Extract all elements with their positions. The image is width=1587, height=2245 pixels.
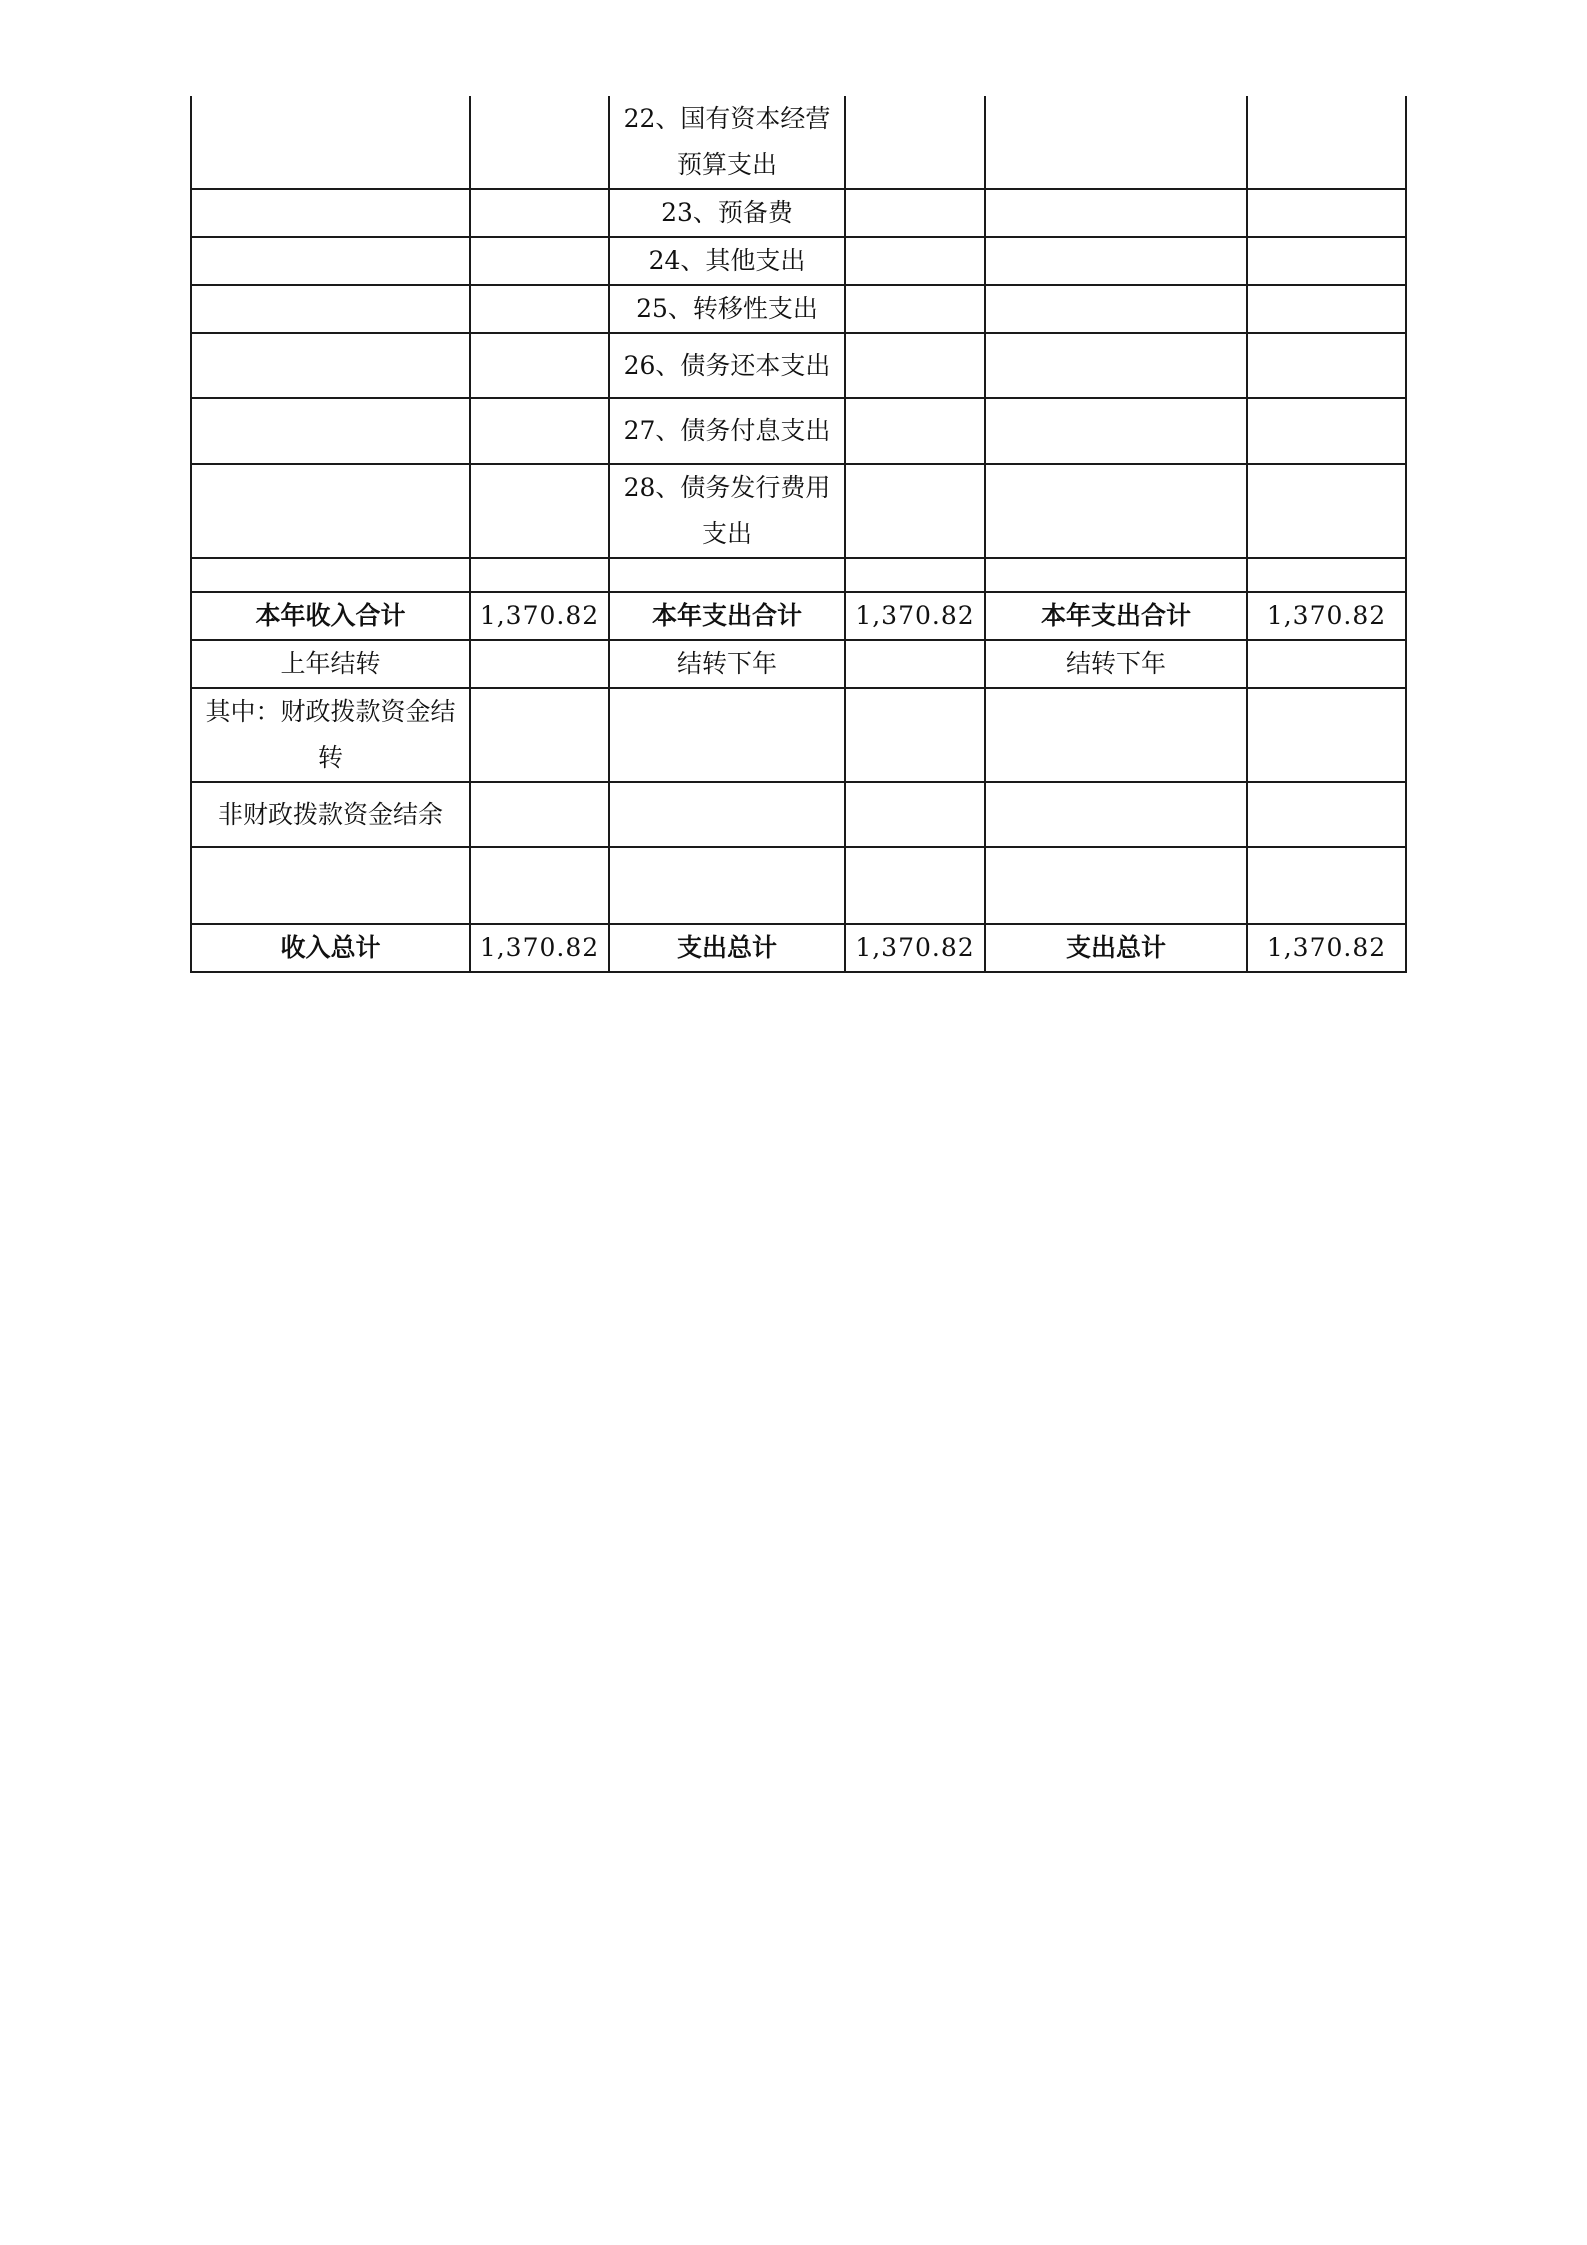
expense-class-amount-cell — [1247, 237, 1406, 285]
expense-class-item-cell — [985, 558, 1247, 592]
expense-class-amount-cell — [1247, 333, 1406, 398]
income-item-cell — [191, 237, 470, 285]
expense-amount-cell — [845, 847, 985, 924]
expense-amount-cell — [845, 782, 985, 847]
expense-class-total-amount: 1,370.82 — [1247, 924, 1406, 972]
income-amount-cell — [470, 237, 609, 285]
table-row — [191, 96, 1406, 189]
carryover-out-class-amount — [1247, 640, 1406, 688]
expense-class-item-cell — [985, 237, 1247, 285]
income-amount-cell — [470, 847, 609, 924]
expense-class-item-cell — [985, 96, 1247, 189]
table-row — [191, 782, 1406, 847]
expense-class-amount-cell — [1247, 464, 1406, 558]
expense-total-amount: 1,370.82 — [845, 924, 985, 972]
income-total-amount: 1,370.82 — [470, 924, 609, 972]
nonfiscal-balance-amount — [470, 782, 609, 847]
expense-class-item-cell — [985, 285, 1247, 333]
expense-class-amount-cell — [1247, 96, 1406, 189]
income-item-cell — [191, 96, 470, 189]
carryover-in-amount — [470, 640, 609, 688]
expense-item-cell: 25、转移性支出 — [609, 285, 845, 333]
income-amount-cell — [470, 96, 609, 189]
income-subtotal-amount: 1,370.82 — [470, 592, 609, 640]
income-item-cell — [191, 398, 470, 464]
table-row — [191, 640, 1406, 688]
expense-class-amount-cell — [1247, 558, 1406, 592]
expense-class-total-label: 支出总计 — [985, 924, 1247, 972]
expense-class-item-cell — [985, 398, 1247, 464]
table-row — [191, 285, 1406, 333]
expense-item-cell — [609, 847, 845, 924]
carryover-out-class-label: 结转下年 — [985, 640, 1247, 688]
budget-table — [190, 96, 1407, 973]
expense-item-cell: 22、国有资本经营预算支出 — [609, 96, 845, 189]
expense-amount-cell — [845, 96, 985, 189]
expense-class-amount-cell — [1247, 847, 1406, 924]
expense-amount-cell — [845, 333, 985, 398]
expense-item-cell: 24、其他支出 — [609, 237, 845, 285]
expense-amount-cell — [845, 237, 985, 285]
expense-amount-cell — [845, 558, 985, 592]
income-amount-cell — [470, 558, 609, 592]
income-item-cell — [191, 847, 470, 924]
expense-class-item-cell — [985, 333, 1247, 398]
expense-class-subtotal-label: 本年支出合计 — [985, 592, 1247, 640]
expense-subtotal-label: 本年支出合计 — [609, 592, 845, 640]
table-row — [191, 464, 1406, 558]
expense-amount-cell — [845, 688, 985, 782]
expense-subtotal-amount: 1,370.82 — [845, 592, 985, 640]
income-amount-cell — [470, 398, 609, 464]
income-amount-cell — [470, 333, 609, 398]
expense-amount-cell — [845, 189, 985, 237]
income-subtotal-label: 本年收入合计 — [191, 592, 470, 640]
expense-amount-cell — [845, 285, 985, 333]
expense-total-label: 支出总计 — [609, 924, 845, 972]
expense-item-cell: 26、债务还本支出 — [609, 333, 845, 398]
table-row — [191, 237, 1406, 285]
expense-item-cell — [609, 558, 845, 592]
expense-class-amount-cell — [1247, 398, 1406, 464]
carryover-out-amount — [845, 640, 985, 688]
table-row — [191, 924, 1406, 972]
income-total-label: 收入总计 — [191, 924, 470, 972]
income-item-cell — [191, 285, 470, 333]
expense-item-cell — [609, 688, 845, 782]
expense-item-cell: 27、债务付息支出 — [609, 398, 845, 464]
table-row — [191, 592, 1406, 640]
carryover-in-label: 上年结转 — [191, 640, 470, 688]
fiscal-carryover-label: 其中：财政拨款资金结转 — [191, 688, 470, 782]
table-row — [191, 558, 1406, 592]
income-item-cell — [191, 189, 470, 237]
expense-class-amount-cell — [1247, 688, 1406, 782]
income-amount-cell — [470, 189, 609, 237]
table-row — [191, 847, 1406, 924]
expense-class-subtotal-amount: 1,370.82 — [1247, 592, 1406, 640]
table-row — [191, 398, 1406, 464]
income-item-cell — [191, 558, 470, 592]
expense-item-cell — [609, 782, 845, 847]
income-amount-cell — [470, 285, 609, 333]
expense-class-amount-cell — [1247, 285, 1406, 333]
expense-amount-cell — [845, 464, 985, 558]
income-item-cell — [191, 464, 470, 558]
expense-class-item-cell — [985, 464, 1247, 558]
income-item-cell — [191, 333, 470, 398]
fiscal-carryover-amount — [470, 688, 609, 782]
expense-class-amount-cell — [1247, 189, 1406, 237]
expense-class-amount-cell — [1247, 782, 1406, 847]
carryover-out-label: 结转下年 — [609, 640, 845, 688]
nonfiscal-balance-label: 非财政拨款资金结余 — [191, 782, 470, 847]
expense-class-item-cell — [985, 189, 1247, 237]
expense-item-cell: 23、预备费 — [609, 189, 845, 237]
table-row — [191, 333, 1406, 398]
expense-class-item-cell — [985, 847, 1247, 924]
expense-class-item-cell — [985, 782, 1247, 847]
income-amount-cell — [470, 464, 609, 558]
expense-amount-cell — [845, 398, 985, 464]
table-row — [191, 189, 1406, 237]
expense-item-cell: 28、债务发行费用支出 — [609, 464, 845, 558]
table-row — [191, 688, 1406, 782]
expense-class-item-cell — [985, 688, 1247, 782]
